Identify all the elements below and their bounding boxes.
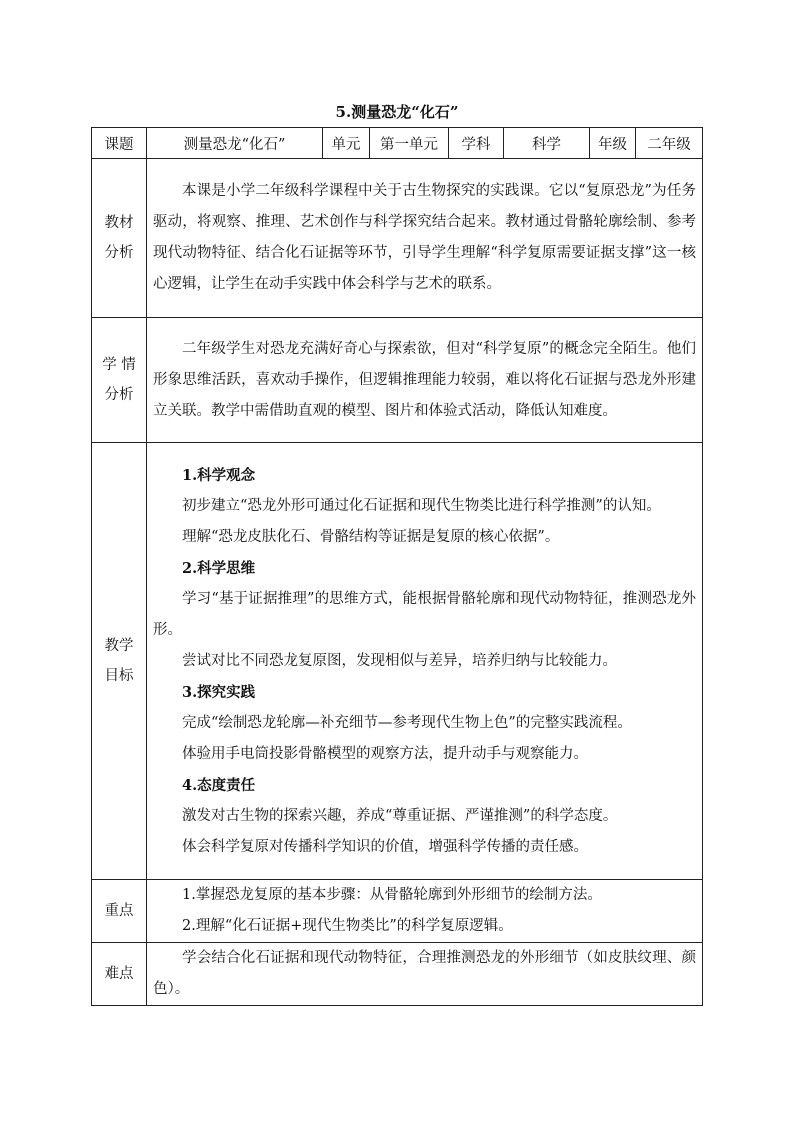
key-points-label: 重点 — [92, 880, 147, 943]
topic-value: 测量恐龙“化石” — [147, 128, 323, 159]
student-analysis-text: 二年级学生对恐龙充满好奇心与探索欲，但对“科学复原”的概念完全陌生。他们形象思维活跃，喜欢动手操作，但逻辑推理能力较弱，难以将化石证据与恐龙外形建立关联。教学中需借助直观的模型、图片和体验式活动，降低认知难度。 — [153, 340, 696, 419]
textbook-analysis-label: 教材 分析 — [92, 159, 147, 318]
page-title: 5.测量恐龙“化石” — [335, 103, 459, 121]
textbook-analysis-text: 本课是小学二年级科学课程中关于古生物探究的实践课。它以“复原恐龙”为任务驱动，将观察、推理、艺术创作与科学探究结合起来。教材通过骨骼轮廓绘制、参考现代动物特征、结合化石证据等环节，引导学生理解“科学复原需要证据支撑”这一核心逻辑，让学生在动手实践中体会科学与艺术的联系。 — [153, 183, 696, 292]
teaching-goals-label: 教学 目标 — [92, 443, 147, 880]
difficulty-text: 学会结合化石证据和现代动物特征，合理推测恐龙的外形细节（如皮肤纹理、颜色）。 — [153, 950, 696, 997]
goal-text: 学习“基于证据推理”的思维方式，能根据骨骼轮廓和现代动物特征，推测恐龙外形。 — [153, 590, 696, 638]
lesson-plan-table — [91, 127, 703, 1006]
textbook-analysis-content — [147, 159, 703, 318]
goal-text: 理解“恐龙皮肤化石、骨骼结构等证据是复原的核心依据”。 — [182, 528, 560, 545]
goal-text: 体验用手电筒投影骨骼模型的观察方法，提升动手与观察能力。 — [182, 745, 588, 762]
goal-heading-thinking: 2.科学思维 — [182, 559, 256, 577]
key-points-content — [147, 880, 703, 943]
student-analysis-label: 学 情 分析 — [92, 318, 147, 443]
goal-text: 初步建立“恐龙外形可通过化石证据和现代生物类比进行科学推测”的认知。 — [182, 497, 661, 514]
goal-heading-practice: 3.探究实践 — [182, 683, 256, 701]
goal-heading-concept: 1.科学观念 — [182, 466, 256, 484]
goal-heading-attitude: 4.态度责任 — [182, 776, 256, 794]
teaching-goals-row — [92, 443, 703, 880]
topic-label: 课题 — [92, 128, 147, 159]
student-analysis-content — [147, 318, 703, 443]
header-row — [92, 128, 703, 159]
goal-text: 体会科学复原对传播科学知识的价值，增强科学传播的责任感。 — [182, 838, 588, 855]
difficulty-label: 难点 — [92, 943, 147, 1006]
textbook-analysis-row — [92, 159, 703, 318]
key-point-item: 2.理解“化石证据+现代生物类比”的科学复原逻辑。 — [182, 918, 513, 934]
key-point-item: 1.掌握恐龙复原的基本步骤：从骨骼轮廓到外形细节的绘制方法。 — [182, 887, 602, 903]
subject-value: 科学 — [504, 128, 590, 159]
subject-label: 学科 — [449, 128, 504, 159]
teaching-goals-content — [147, 443, 703, 880]
student-analysis-row — [92, 318, 703, 443]
goal-text: 尝试对比不同恐龙复原图，发现相似与差异，培养归纳与比较能力。 — [182, 652, 617, 669]
unit-value: 第一单元 — [370, 128, 449, 159]
difficulty-content — [147, 943, 703, 1006]
goal-text: 完成“绘制恐龙轮廓—补充细节—参考现代生物上色”的完整实践流程。 — [182, 714, 632, 731]
difficulty-row — [92, 943, 703, 1006]
grade-label: 年级 — [590, 128, 636, 159]
goal-text: 激发对古生物的探索兴趣，养成“尊重证据、严谨推测”的科学态度。 — [182, 807, 618, 824]
grade-value: 二年级 — [636, 128, 703, 159]
key-points-row — [92, 880, 703, 943]
unit-label: 单元 — [323, 128, 370, 159]
